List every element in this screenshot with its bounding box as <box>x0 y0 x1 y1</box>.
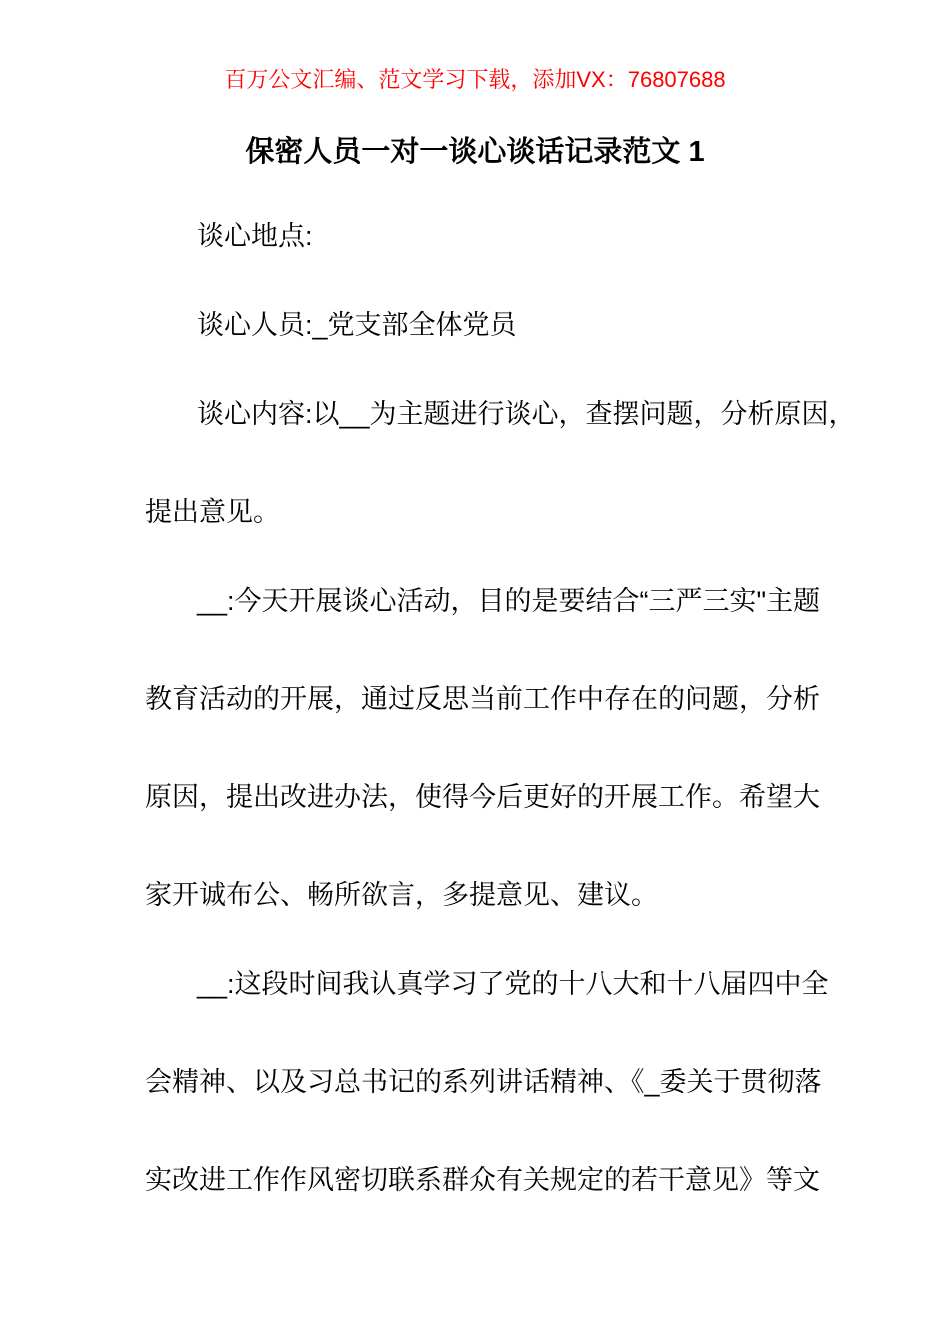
text-line: 谈心地点: <box>197 221 313 251</box>
text-line: __:这段时间我认真学习了党的十八大和十八届四中全 <box>197 969 829 999</box>
paragraph <box>145 935 829 1229</box>
page-title: 保密人员一对一谈心谈话记录范文 1 <box>245 136 705 168</box>
text-line: __:今天开展谈心活动，目的是要结合“三严三实"主题 <box>197 586 821 616</box>
text-line: 提出意见。 <box>145 497 280 527</box>
paragraph <box>145 365 856 561</box>
paragraph <box>145 276 810 374</box>
text-line: 会精神、以及习总书记的系列讲话精神、《_委关于贯彻落 <box>145 1067 822 1097</box>
text-line: 谈心人员:_党支部全体党员 <box>197 310 517 340</box>
text-line: 家开诚布公、畅所欲言，多提意见、建议。 <box>145 880 658 910</box>
document-body <box>145 187 856 1229</box>
paragraph <box>145 187 810 285</box>
text-line: 原因，提出改进办法，使得今后更好的开展工作。希望大 <box>145 782 820 812</box>
paragraph <box>145 552 821 944</box>
promo-notice: 百万公文汇编、范文学习下载，添加VX：76807688 <box>224 67 726 92</box>
text-line: 谈心内容:以__为主题进行谈心，查摆问题，分析原因， <box>197 399 856 429</box>
text-line: 教育活动的开展，通过反思当前工作中存在的问题，分析 <box>145 684 820 714</box>
text-line: 实改进工作作风密切联系群众有关规定的若干意见》等文 <box>145 1165 820 1195</box>
